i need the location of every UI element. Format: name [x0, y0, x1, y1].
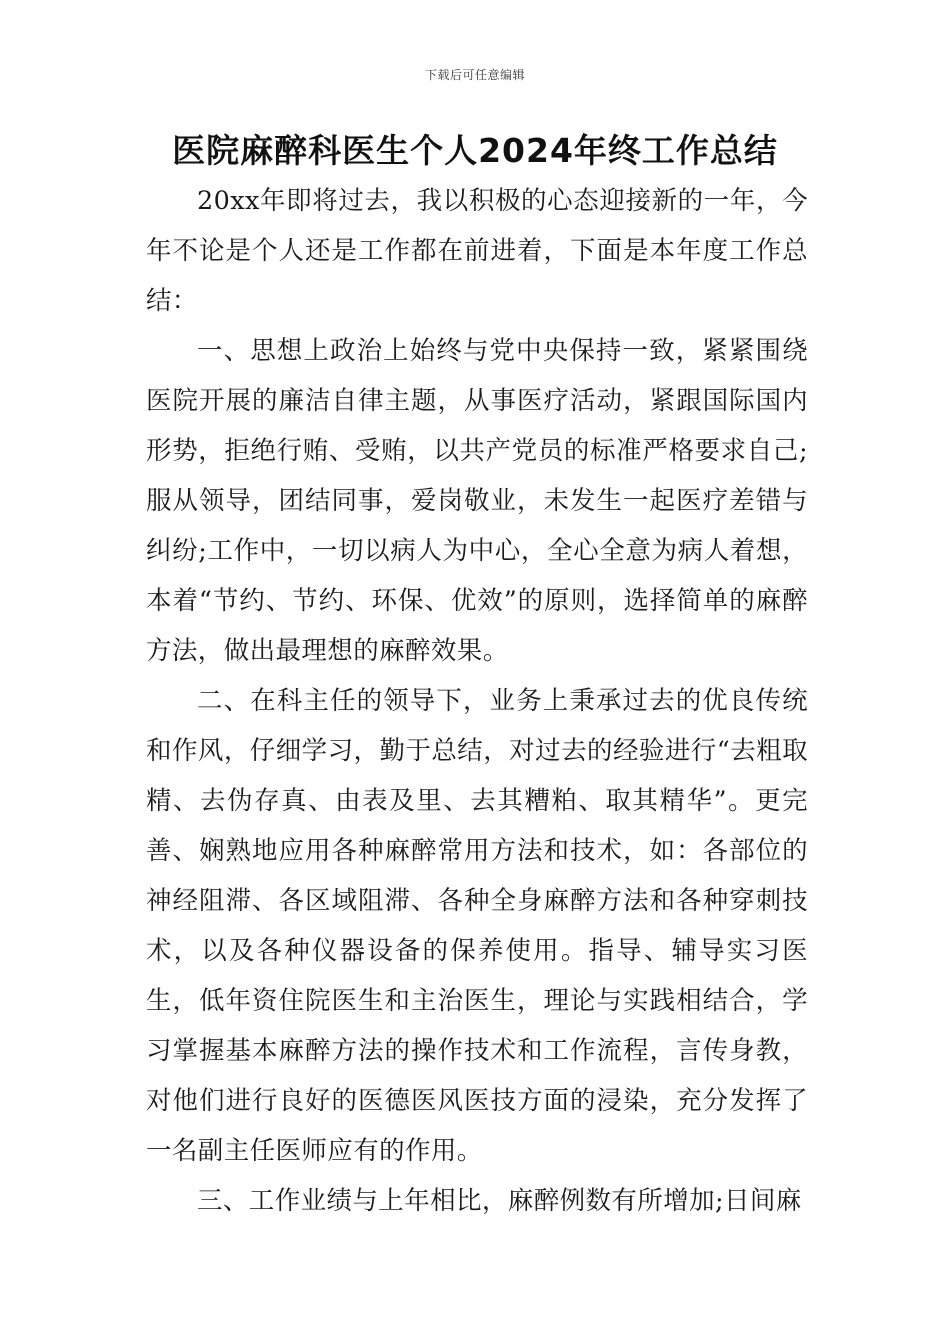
- header-note: 下载后可任意编辑: [424, 68, 525, 82]
- document-body: [146, 176, 808, 1226]
- document-title: 医院麻醉科医生个人2024年终工作总结: [172, 131, 778, 170]
- paragraph-section-1: 一、思想上政治上始终与党中央保持一致，紧紧围绕医院开展的廉洁自律主题，从事医疗活动，紧跟国际国内形势，拒绝行贿、受贿，以共产党员的标准严格要求自己;服从领导，团结同事，爱岗敬业，未发生一起医疗差错与纠纷;工作中，一切以病人为中心，全心全意为病人着想，本着“节约、节约、环保、优效”的原则，选择简单的麻醉方法，做出最理想的麻醉效果。: [146, 336, 808, 666]
- paragraph-intro: 20xx年即将过去，我以积极的心态迎接新的一年，今年不论是个人还是工作都在前进着，下面是本年度工作总结：: [146, 186, 808, 316]
- paragraph-section-3: 三、工作业绩与上年相比，麻醉例数有所增加;日间麻: [197, 1186, 802, 1216]
- paragraph-section-2: 二、在科主任的领导下，业务上秉承过去的优良传统和作风，仔细学习，勤于总结，对过去的经验进行“去粗取精、去伪存真、由表及里、去其糟粕、取其精华”。更完善、娴熟地应用各种麻醉常用方法和技术，如：各部位的神经阻滞、各区域阻滞、各种全身麻醉方法和各种穿刺技术，以及各种仪器设备的保养使用。指导、辅导实习医生，低年资住院医生和主治医生，理论与实践相结合，学习掌握基本麻醉方法的操作技术和工作流程，言传身教，对他们进行良好的医德医风医技方面的浸染，充分发挥了一名副主任医师应有的作用。: [146, 686, 808, 1166]
